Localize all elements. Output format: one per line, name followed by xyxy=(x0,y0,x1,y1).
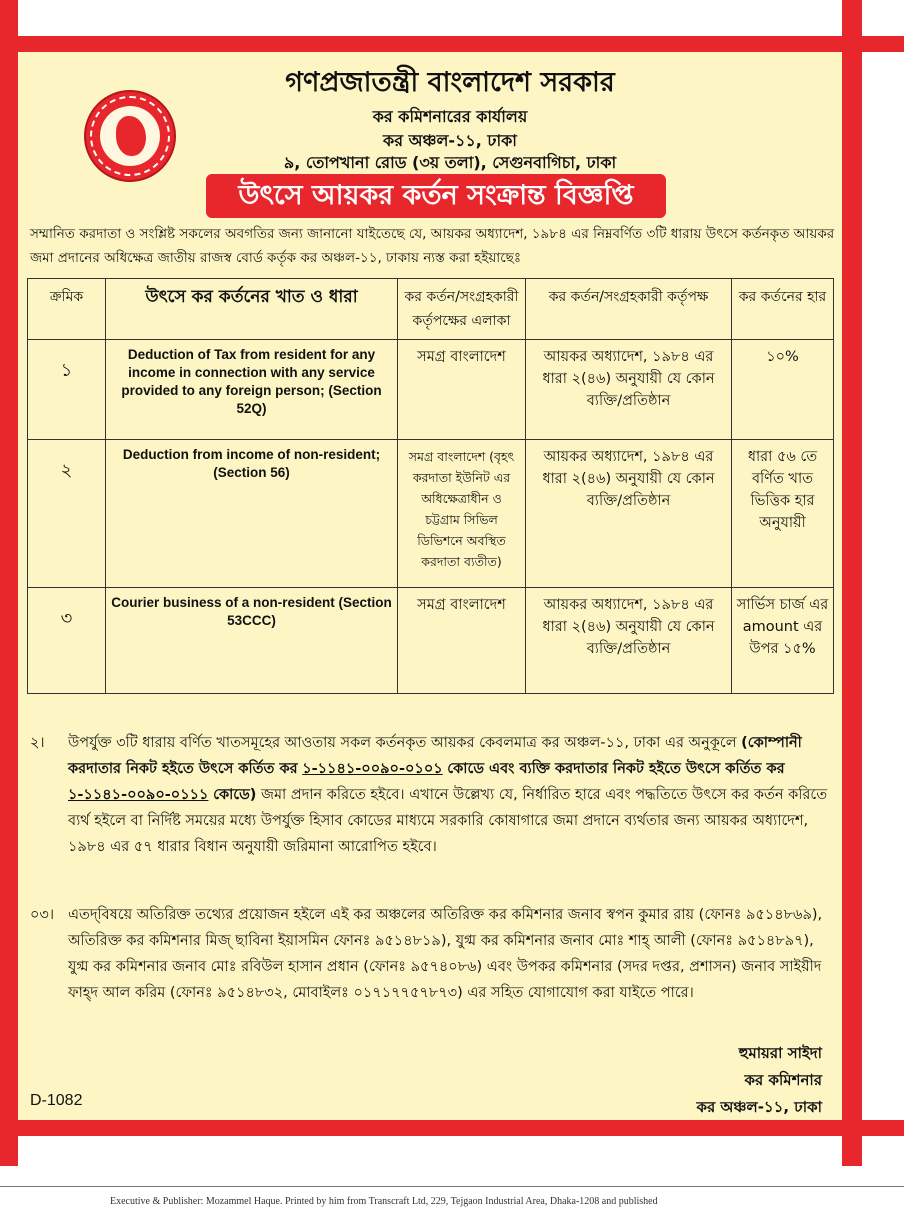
signatory-name: হুমায়রা সাইদা xyxy=(738,1044,822,1062)
row-area: সমগ্র বাংলাদেশ xyxy=(398,588,526,694)
signatory-designation: কর কমিশনার xyxy=(744,1071,822,1089)
row-head: Deduction of Tax from resident for any income in connection with any service provided to any foreign person; (Section 52Q) xyxy=(106,340,398,440)
tax-table xyxy=(27,278,834,694)
frame-right-bar xyxy=(842,0,862,1166)
row-serial: ১ xyxy=(28,340,106,440)
frame-bottom-bar xyxy=(0,1120,904,1136)
col-authority: কর কর্তন/সংগ্রহকারী কর্তৃপক্ষ xyxy=(526,279,732,340)
reference-code: D-1082 xyxy=(30,1092,83,1109)
intro-text: সম্মানিত করদাতা ও সংশ্লিষ্ট সকলের অবগতির জন্য জানানো যাইতেছে যে, আয়কর অধ্যাদেশ, ১৯৮৪ এর নিম্নবর্ণিত ৩টি ধারায় উৎসে কর্তনকৃত আয়কর জমা প্রদানের অধিক্ষেত্র জাতীয় রাজস্ব বোর্ড কর্তৃক কর অঞ্চল-১১, ঢাকায় ন্যস্ত করা হইয়াছেঃ xyxy=(30,226,835,266)
signatory-zone: কর অঞ্চল-১১, ঢাকা xyxy=(696,1098,822,1116)
publisher-footer: Executive & Publisher: Mozammel Haque. Printed by him from Transcraft Ltd, 229, Tejgaon Industrial Area, Dhaka-1208 and published xyxy=(110,1196,658,1207)
row-rate: সার্ভিস চার্জ এর amount এর উপর ১৫% xyxy=(732,588,834,694)
bangladesh-map-icon xyxy=(116,116,146,156)
paragraph-2-text-a: উপর্যুক্ত ৩টি ধারায় বর্ণিত খাতসমূহের আওতায় সকল কর্তনকৃত আয়কর কেবলমাত্র কর অঞ্চল-১১, ঢাকা এর অনুকূলে xyxy=(68,735,737,751)
row-authority: আয়কর অধ্যাদেশ, ১৯৮৪ এর ধারা ২(৪৬) অনুযায়ী যে কোন ব্যক্তি/প্রতিষ্ঠান xyxy=(526,588,732,694)
footer-divider xyxy=(0,1186,904,1187)
paragraph-3-text: এতদ্‌বিষয়ে অতিরিক্ত তথ্যের প্রয়োজন হইলে এই কর অঞ্চলের অতিরিক্ত কর কমিশনার জনাব স্বপন কুমার রায় (ফোনঃ ৯৫১৪৮৬৯), অতিরিক্ত কর কমিশনার মিজ্ ছাবিনা ইয়াসমিন ফোনঃ ৯৫১৪৮১৯), যুগ্ম কর কমিশনার জনাব মোঃ শাহ্ আলী (ফোনঃ ৯৫১৪৮৯৭), যুগ্ম কর কমিশনার জনাব মোঃ রবিউল হাসান প্রধান (ফোনঃ ৯৫৭৪০৮৬) এবং উপকর কমিশনার (সদর দপ্তর, প্রশাসন) জনাব সাইয়ীদ ফাহ্‌দ আল করিম (ফোনঃ ৯৫১৪৮৩২, মোবাইলঃ ০১৭১৭৭৫৭৮৭৩) এর সহিত যোগাযোগ করা যাইতে পারে। xyxy=(68,907,823,1001)
col-rate: কর কর্তনের হার xyxy=(732,279,834,340)
table-row xyxy=(28,588,834,694)
company-tax-code: ১-১১৪১-০০৯০-০১০১ xyxy=(302,761,443,777)
paragraph-2-bold-c: কোডে) xyxy=(213,787,257,803)
table-row xyxy=(28,340,834,440)
table-row xyxy=(28,440,834,588)
notice-banner: উৎসে আয়কর কর্তন সংক্রান্ত বিজ্ঞপ্তি xyxy=(206,174,666,218)
paragraph-3-number: ০৩। xyxy=(30,907,55,923)
paragraph-2 xyxy=(30,730,830,860)
col-area: কর কর্তন/সংগ্রহকারী কর্তৃপক্ষের এলাকা xyxy=(398,279,526,340)
paragraph-2-bold-a: (কোম্পানী করদাতার নিকট হইতে উৎসে কর্তিত কর xyxy=(68,735,802,777)
paragraph-2-number: ২। xyxy=(30,735,45,751)
col-serial: ক্রমিক xyxy=(28,279,106,340)
zone-title: কর অঞ্চল-১১, ঢাকা xyxy=(383,131,517,150)
row-authority: আয়কর অধ্যাদেশ, ১৯৮৪ এর ধারা ২(৪৬) অনুযায়ী যে কোন ব্যক্তি/প্রতিষ্ঠান xyxy=(526,340,732,440)
government-title: গণপ্রজাতন্ত্রী বাংলাদেশ সরকার xyxy=(285,67,615,98)
paragraph-2-text-b: জমা প্রদান করিতে হইবে। এখানে উল্লেখ্য যে, নির্ধারিত হারে এবং পদ্ধতিতে উৎসে কর কর্তন করিতে ব্যর্থ হইলে বা নির্দিষ্ট সময়ের মধ্যে উপর্যুক্ত হিসাব কোডের মাধ্যমে সরকারি কোষাগারে জমা প্রদানে ব্যর্থতার জন্য আয়কর অধ্যাদেশ, ১৯৮৪ এর ৫৭ ধারার বিধান অনুযায়ী জরিমানা আরোপিত হইবে। xyxy=(68,787,828,855)
frame-top-bar xyxy=(0,36,904,52)
row-area: সমগ্র বাংলাদেশ xyxy=(398,340,526,440)
individual-tax-code: ১-১১৪১-০০৯০-০১১১ xyxy=(68,787,209,803)
row-rate: ১০% xyxy=(732,340,834,440)
row-head: Deduction from income of non-resident; (Section 56) xyxy=(106,440,398,588)
office-address: ৯, তোপখানা রোড (৩য় তলা), সেগুনবাগিচা, ঢাকা xyxy=(283,153,617,172)
row-serial: ২ xyxy=(28,440,106,588)
col-head-section: উৎসে কর কর্তনের খাত ও ধারা xyxy=(106,279,398,340)
row-area: সমগ্র বাংলাদেশ (বৃহৎ করদাতা ইউনিট এর অধিক্ষেত্রাধীন ও চট্টগ্রাম সিভিল ডিভিশনে অবস্থিত করদাতা ব্যতীত) xyxy=(398,440,526,588)
row-authority: আয়কর অধ্যাদেশ, ১৯৮৪ এর ধারা ২(৪৬) অনুযায়ী যে কোন ব্যক্তি/প্রতিষ্ঠান xyxy=(526,440,732,588)
row-serial: ৩ xyxy=(28,588,106,694)
government-seal-icon xyxy=(84,90,176,182)
paragraph-2-bold-b: কোডে এবং ব্যক্তি করদাতার নিকট হইতে উৎসে কর্তিত কর xyxy=(447,761,785,777)
row-head: Courier business of a non-resident (Section 53CCC) xyxy=(106,588,398,694)
frame-left-bar xyxy=(0,0,18,1166)
table-header-row xyxy=(28,279,834,340)
office-title: কর কমিশনারের কার্যালয় xyxy=(372,107,528,126)
signature-block xyxy=(696,1040,822,1121)
paragraph-3 xyxy=(30,902,830,1006)
row-rate: ধারা ৫৬ তে বর্ণিত খাত ভিত্তিক হার অনুযায়ী xyxy=(732,440,834,588)
